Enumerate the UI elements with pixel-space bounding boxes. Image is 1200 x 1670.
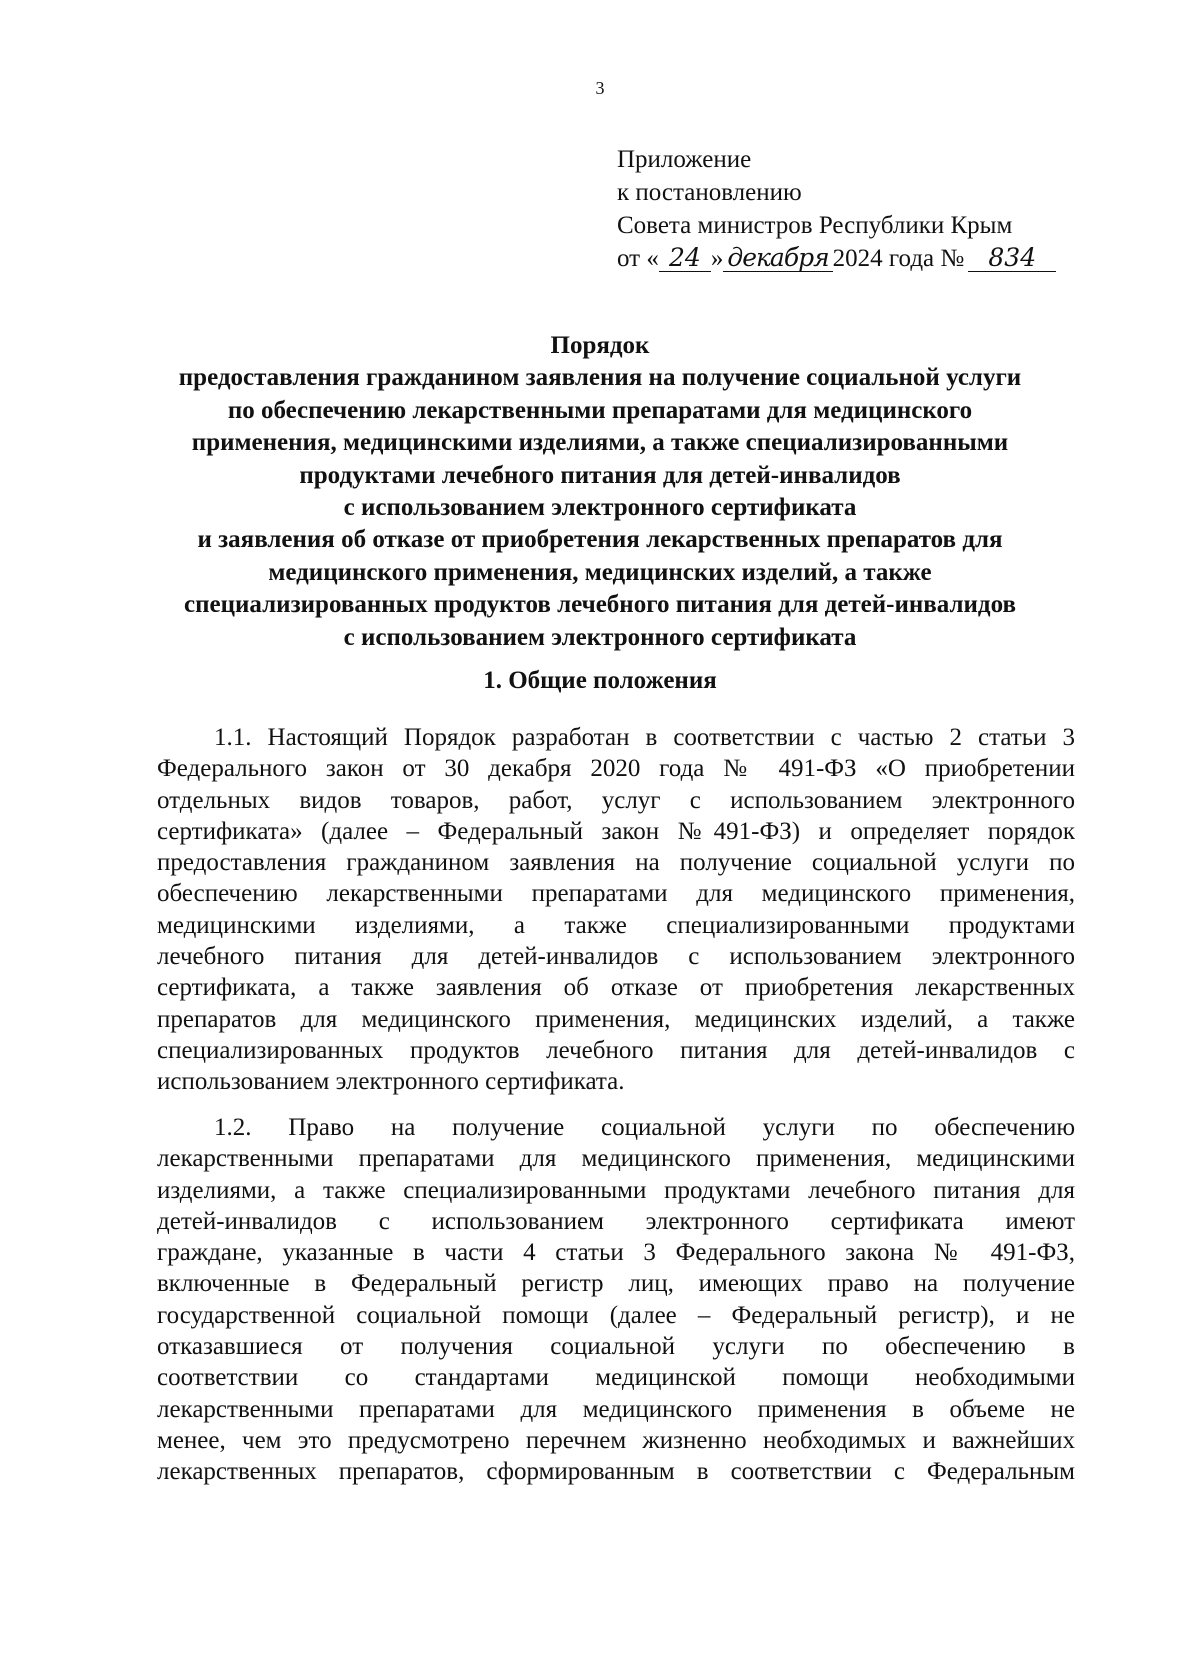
title-line: по обеспечению лекарственными препаратами для медицинского: [227, 396, 973, 424]
title-line: предоставления гражданином заявления на получение социальной услуги: [178, 364, 1022, 392]
handwritten-month: декабря: [723, 245, 832, 272]
paragraph-line: детей-инвалидов с использованием электронного сертификата имеют: [157, 1207, 1075, 1235]
paragraph-line: граждане, указанные в части 4 статьи 3 Федерального закона № 491-ФЗ,: [157, 1239, 1075, 1267]
date-prefix: от «: [617, 245, 659, 272]
paragraph-line: сертификата» (далее – Федеральный закон №491-ФЗ) и определяет порядок: [157, 817, 1075, 845]
date-mid: »: [710, 245, 724, 272]
handwritten-day: 24: [659, 245, 711, 272]
paragraph-line: лекарственных препаратов, сформированным в соответствии с Федеральным: [157, 1458, 1075, 1486]
paragraph-line: отдельных видов товаров, работ, услуг с использованием электронного: [157, 786, 1075, 814]
paragraph-line: препаратов для медицинского применения, медицинских изделий, а также: [157, 1005, 1075, 1033]
title-line: продуктами лечебного питания для детей-инвалидов: [299, 461, 901, 489]
paragraph-line: изделиями, а также специализированными продуктами лечебного питания для: [157, 1176, 1075, 1204]
paragraph-line: включенные в Федеральный регистр лиц, имеющих право на получение: [157, 1270, 1075, 1298]
paragraph-line: сертификата, а также заявления об отказе от приобретения лекарственных: [157, 974, 1075, 1002]
paragraph-line: предоставления гражданином заявления на получение социальной услуги по: [157, 849, 1075, 877]
appendix-date-line: [617, 242, 1056, 275]
paragraph-line: Федерального закон от 30 декабря 2020 года № 491-ФЗ «О приобретении: [157, 755, 1075, 783]
paragraph-line: специализированных продуктов лечебного питания для детей-инвалидов с: [157, 1036, 1075, 1064]
appendix-block: [617, 143, 1056, 275]
paragraph-line: государственной социальной помощи (далее – Федеральный регистр), и не: [157, 1301, 1075, 1329]
paragraph-line: отказавшиеся от получения социальной услуги по обеспечению в: [157, 1333, 1075, 1361]
title-line: и заявления об отказе от приобретения лекарственных препаратов для: [197, 526, 1003, 554]
title-line: медицинского применения, медицинских изделий, а также: [268, 558, 932, 586]
paragraph-line: обеспечению лекарственными препаратами для медицинского применения,: [157, 880, 1075, 908]
appendix-title: Приложение: [617, 146, 752, 173]
paragraph-line: 1.1. Настоящий Порядок разработан в соответствии с частью 2 статьи 3: [214, 724, 1075, 751]
date-year-text: 2024 года №: [832, 245, 965, 272]
title-line: применения, медицинскими изделиями, а также специализированными: [191, 429, 1009, 457]
document-title: [80, 330, 1120, 654]
paragraph-line: 1.2. Право на получение социальной услуги по обеспечению: [214, 1114, 1075, 1141]
title-line: с использованием электронного сертификата: [343, 494, 857, 522]
paragraph-line: лекарственными препаратами для медицинского применения, медицинскими: [157, 1145, 1075, 1173]
handwritten-number: 834: [968, 245, 1056, 272]
appendix-council-line: Совета министров Республики Крым: [617, 212, 1013, 239]
page-number: 3: [595, 78, 605, 98]
paragraph-1-2: [157, 1112, 1075, 1488]
paragraph-1-1: [157, 722, 1075, 1098]
appendix-resolution-line: к постановлению: [617, 179, 802, 206]
paragraph-line: лечебного питания для детей-инвалидов с использованием электронного: [157, 943, 1075, 971]
paragraph-line: медицинскими изделиями, а также специализированными продуктами: [157, 911, 1075, 939]
paragraph-line: менее, чем это предусмотрено перечнем жизненно необходимых и важнейших: [157, 1426, 1075, 1454]
paragraph-line: лекарственными препаратами для медицинского применения в объеме не: [157, 1395, 1075, 1423]
title-line: Порядок: [550, 332, 650, 359]
title-line: специализированных продуктов лечебного питания для детей-инвалидов: [184, 591, 1016, 619]
paragraph-line: соответствии со стандартами медицинской помощи необходимыми: [157, 1364, 1075, 1392]
section-heading: 1. Общие положения: [483, 667, 717, 694]
title-line: с использованием электронного сертификата: [343, 623, 857, 651]
paragraph-line: использованием электронного сертификата.: [157, 1068, 625, 1096]
